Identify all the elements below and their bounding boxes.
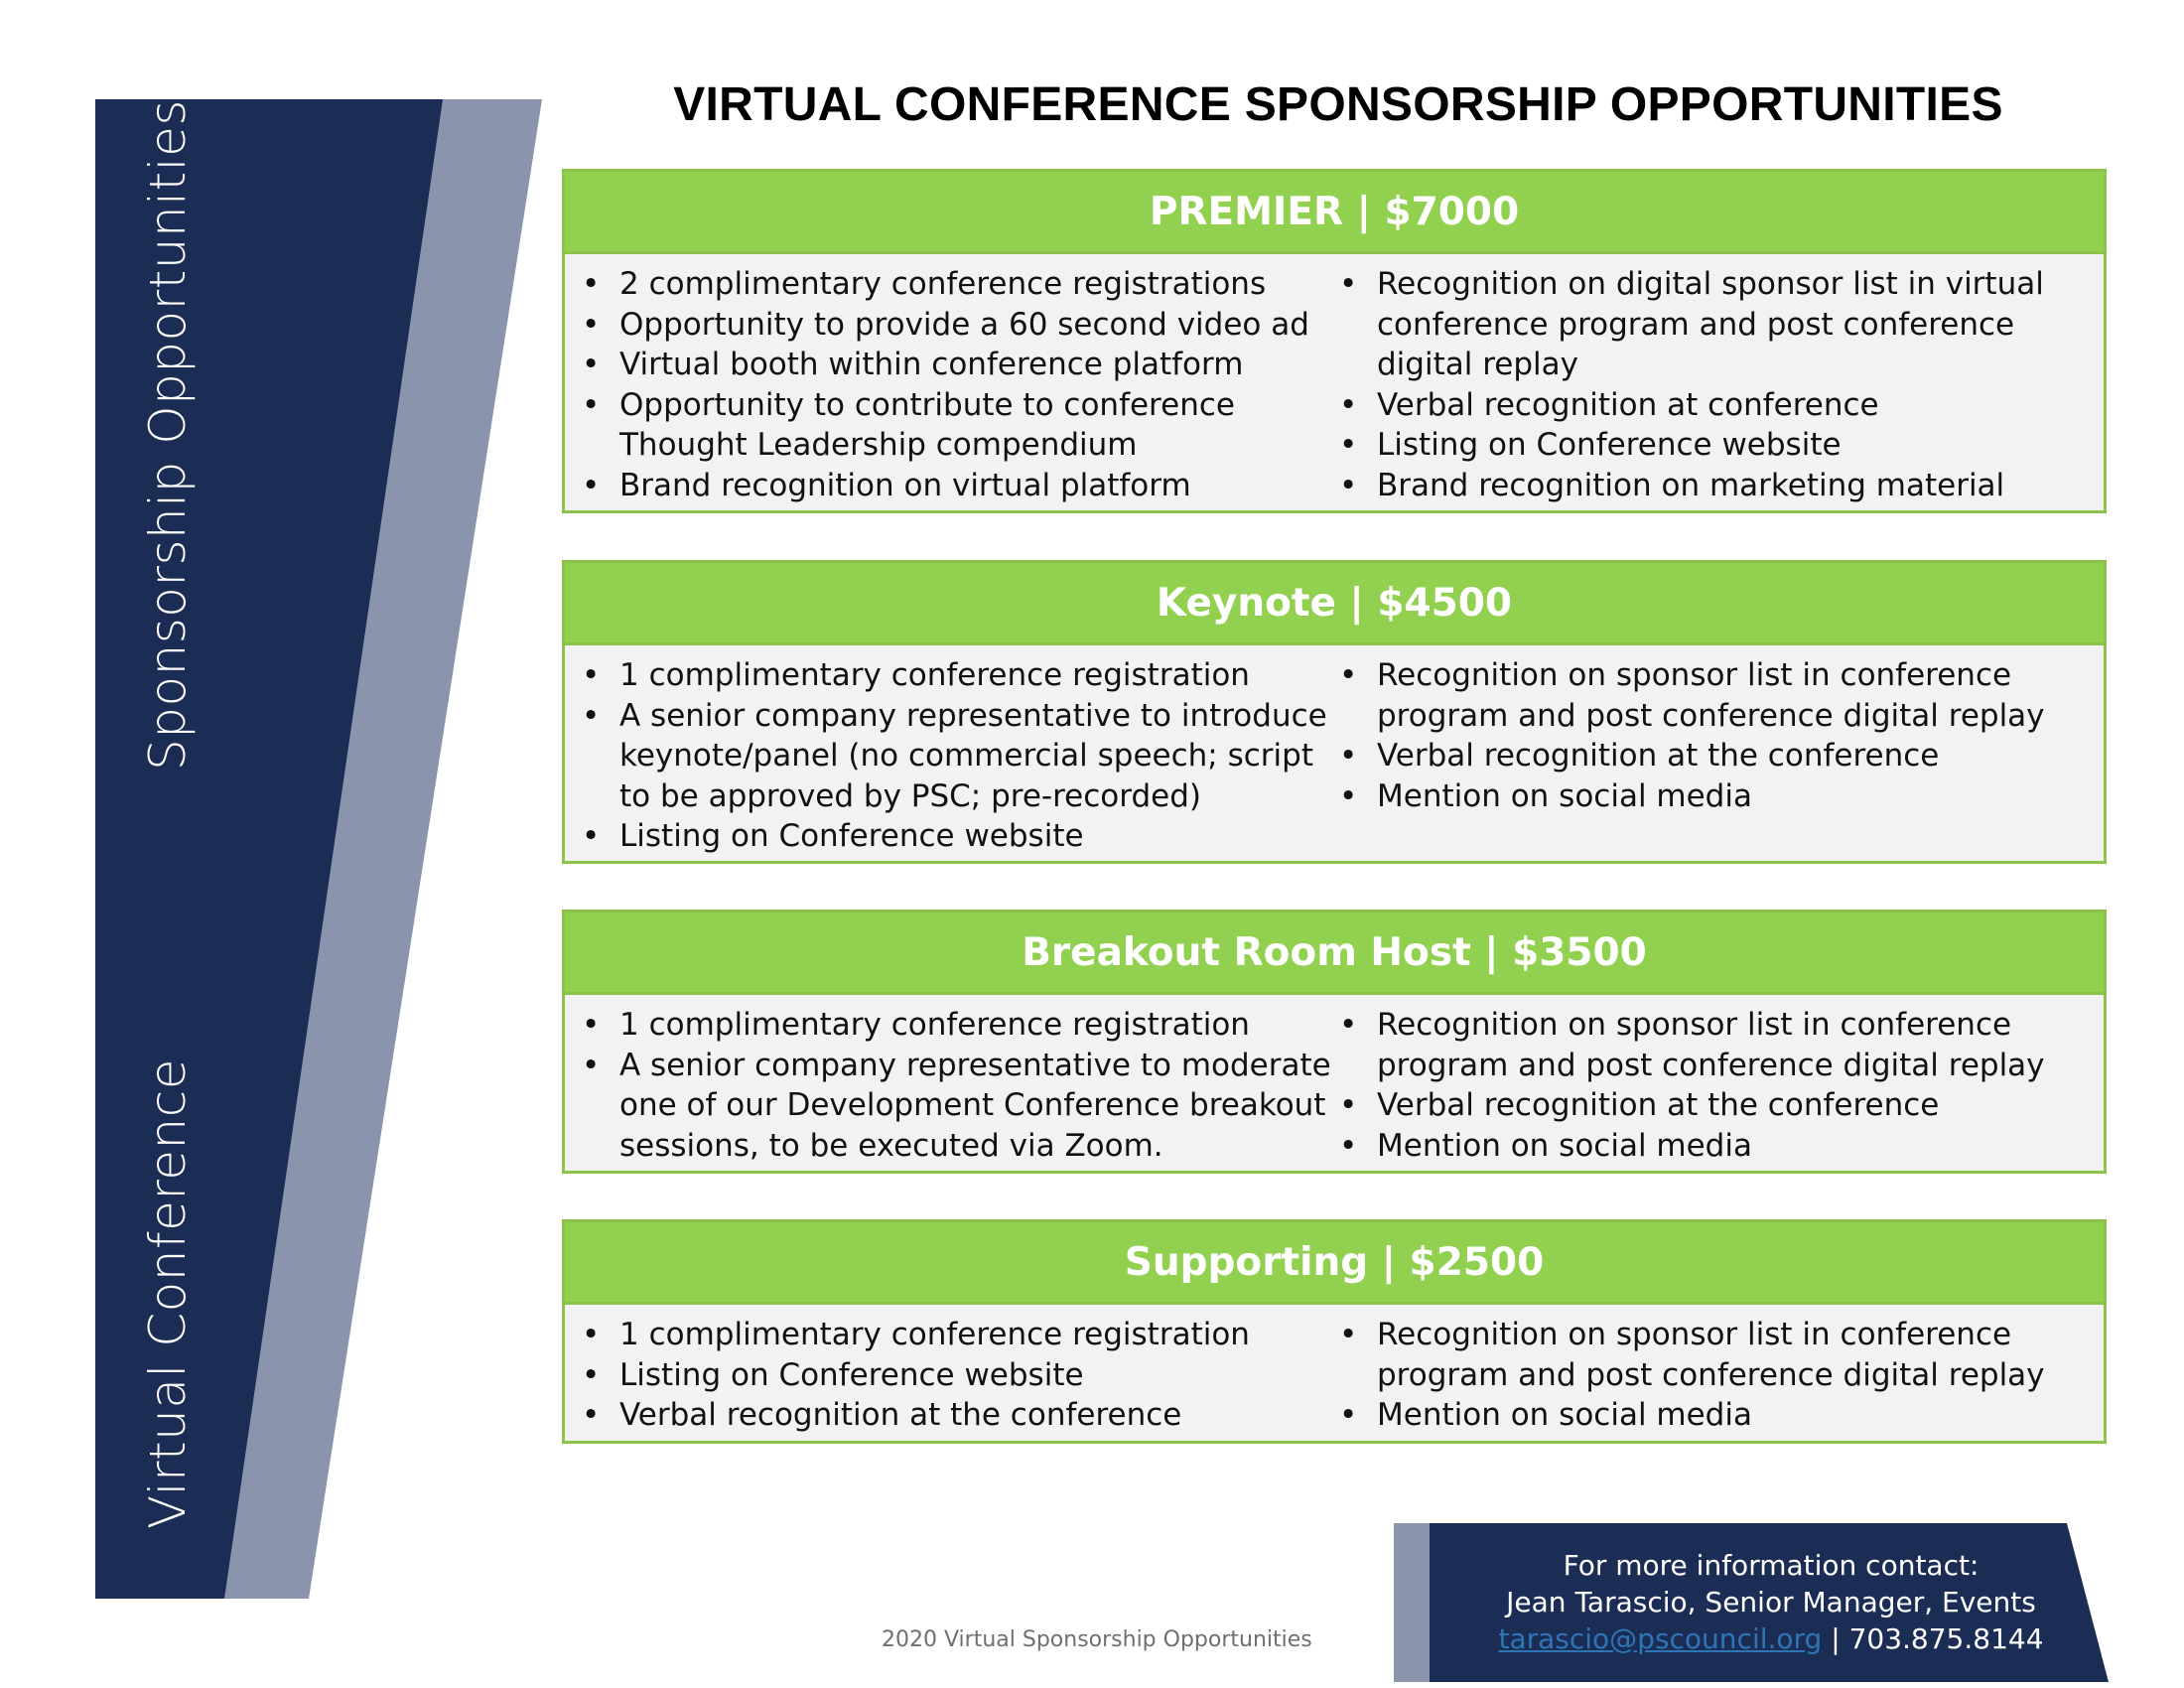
tier-body: [565, 645, 2104, 861]
tier-supporting: [562, 1219, 2107, 1444]
benefit-item: • 1 complimentary conference registration: [579, 1315, 1336, 1355]
contact-person: Jean Tarascio, Senior Manager, Events: [1506, 1586, 2036, 1618]
benefit-item: • Recognition on sponsor list in conference program and post conference digital replay: [1336, 655, 2094, 736]
contact-slate-tab: [1394, 1523, 1430, 1682]
tier-header: Breakout Room Host | $3500: [565, 913, 2104, 995]
contact-box: [1394, 1523, 2109, 1682]
page-title: VIRTUAL CONFERENCE SPONSORSHIP OPPORTUNITIES: [673, 78, 2003, 131]
benefits-right: [1336, 264, 2094, 505]
contact-phone: 703.875.8144: [1848, 1622, 2044, 1655]
contact-separator: |: [1822, 1622, 1849, 1655]
tier-body: [565, 995, 2104, 1170]
benefit-item: • Brand recognition on virtual platform: [579, 466, 1336, 506]
benefit-item: • Brand recognition on marketing material: [1336, 466, 2094, 506]
benefit-item: • Verbal recognition at the conference: [1336, 736, 2094, 776]
benefit-item: • Opportunity to contribute to conference Thought Leadership compendium: [579, 385, 1336, 466]
contact-line: [1453, 1620, 2089, 1657]
benefit-item: • Recognition on sponsor list in conference program and post conference digital replay: [1336, 1315, 2094, 1395]
banner-text-virtual-conference: Virtual Conference: [139, 1058, 197, 1529]
benefit-item: • A senior company representative to introduce keynote/panel (no commercial speech; script to be approved by PSC; pre-recorded): [579, 696, 1336, 817]
benefit-item: • Recognition on sponsor list in conference program and post conference digital replay: [1336, 1005, 2094, 1085]
tier-header: Supporting | $2500: [565, 1222, 2104, 1305]
tier-premier: [562, 169, 2107, 513]
footer-note: 2020 Virtual Sponsorship Opportunities: [882, 1627, 1312, 1652]
benefit-item: • Verbal recognition at conference: [1336, 385, 2094, 426]
tier-body: [565, 254, 2104, 509]
benefit-item: • Virtual booth within conference platform: [579, 345, 1336, 385]
benefit-item: • 2 complimentary conference registrations: [579, 264, 1336, 305]
tier-breakout-room-host: [562, 910, 2107, 1174]
benefit-item: • Recognition on digital sponsor list in virtual conference program and post conference digital replay: [1336, 264, 2094, 385]
benefit-item: • 1 complimentary conference registration: [579, 655, 1336, 696]
contact-heading: For more information contact:: [1563, 1549, 1979, 1582]
benefit-item: • Listing on Conference website: [579, 1355, 1336, 1396]
benefits-right: [1336, 1005, 2094, 1166]
benefits-right: [1336, 1315, 2094, 1436]
tier-header: PREMIER | $7000: [565, 172, 2104, 254]
benefits-left: [579, 1005, 1336, 1166]
benefits-right: [1336, 655, 2094, 857]
benefits-left: [579, 1315, 1336, 1436]
benefit-item: • Opportunity to provide a 60 second video ad: [579, 305, 1336, 346]
benefit-item: • 1 complimentary conference registration: [579, 1005, 1336, 1046]
contact-text: [1453, 1547, 2089, 1657]
benefits-left: [579, 264, 1336, 505]
tier-keynote: [562, 560, 2107, 864]
benefit-item: • Mention on social media: [1336, 1126, 2094, 1167]
benefit-item: • Verbal recognition at the conference: [1336, 1085, 2094, 1126]
tier-header: Keynote | $4500: [565, 563, 2104, 645]
contact-email-link[interactable]: tarascio@pscouncil.org: [1498, 1622, 1823, 1655]
benefit-item: • Listing on Conference website: [579, 816, 1336, 857]
tier-body: [565, 1305, 2104, 1440]
banner-text-sponsorship: Sponsorship Opportunities: [139, 99, 197, 771]
benefit-item: • Mention on social media: [1336, 1395, 2094, 1436]
benefits-left: [579, 655, 1336, 857]
benefit-item: • Mention on social media: [1336, 776, 2094, 817]
benefit-item: • Listing on Conference website: [1336, 425, 2094, 466]
benefit-item: • Verbal recognition at the conference: [579, 1395, 1336, 1436]
benefit-item: • A senior company representative to moderate one of our Development Conference breakout sessions, to be executed via Zoom.: [579, 1046, 1336, 1167]
